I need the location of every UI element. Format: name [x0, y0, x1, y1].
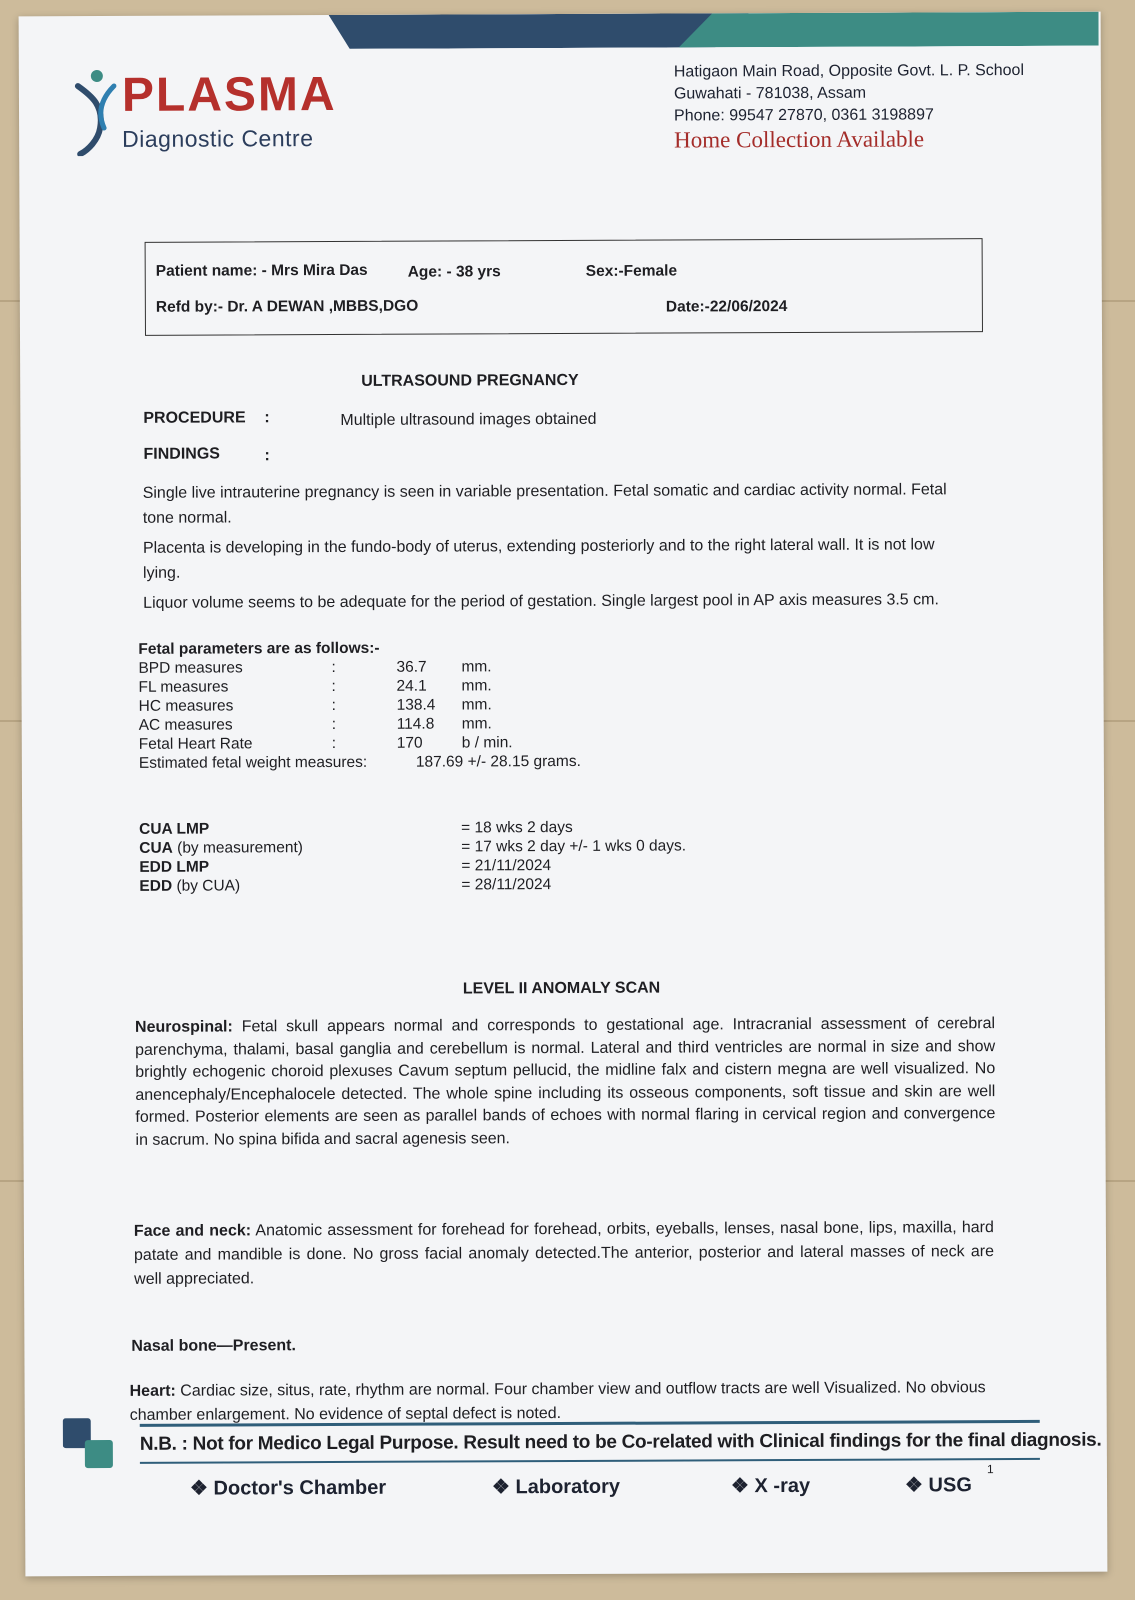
- efw-value: 187.69 +/- 28.15 grams.: [415, 752, 581, 771]
- fetal-parameters: [138, 639, 581, 773]
- address-line: Hatigaon Main Road, Opposite Govt. L. P. School: [673, 61, 1025, 81]
- referred-by: Refd by:- Dr. A DEWAN ,MBBS,DGO: [155, 297, 419, 316]
- fetal-parameters-heading: Fetal parameters are as follows:-: [138, 639, 380, 658]
- page-number: 1: [986, 1462, 994, 1477]
- parameter-value: 138.4: [396, 696, 436, 714]
- parameter-sep: :: [331, 715, 337, 734]
- parameter-unit: mm.: [461, 696, 492, 714]
- corner-squares-icon: [63, 1418, 115, 1470]
- parameter-label: BPD measures: [138, 659, 243, 677]
- parameter-sep: :: [331, 658, 336, 677]
- patient-age: Age: - 38 yrs: [407, 263, 501, 281]
- phone-line: Phone: 99547 27870, 0361 3198897: [674, 106, 934, 125]
- patient-info-box: [145, 238, 983, 336]
- gestation-label: EDD: [139, 877, 173, 895]
- findings-label: FINDINGS: [143, 445, 221, 463]
- parameter-unit: b / min.: [461, 734, 513, 752]
- finding-paragraph: Single live intrauterine pregnancy is seen in variable presentation. Fetal somatic and cardiac activity normal. Fetal tone normal.: [142, 481, 947, 527]
- parameter-value: 170: [396, 734, 423, 752]
- gestation-label: CUA: [139, 839, 173, 857]
- clinic-name: PLASMA: [121, 67, 337, 122]
- gestation-value: = 28/11/2024: [461, 876, 552, 894]
- findings-text: [143, 478, 974, 622]
- gestation-value: = 21/11/2024: [461, 857, 552, 875]
- efw-label: Estimated fetal weight measures:: [138, 753, 368, 772]
- parameter-label: FL measures: [138, 678, 229, 696]
- nasal-bone: Nasal bone—Present.: [131, 1337, 296, 1355]
- findings-colon: :: [264, 447, 270, 465]
- home-collection: Home Collection Available: [674, 126, 925, 153]
- patient-sex: Sex:-Female: [585, 262, 678, 280]
- clinic-subtitle: Diagnostic Centre: [122, 125, 314, 152]
- finding-paragraph: Placenta is developing in the fundo-body of uterus, extending posteriorly and to the right lateral wall. It is not low lying.: [142, 536, 935, 582]
- service-xray: ❖ X -ray: [730, 1474, 811, 1498]
- anomaly-title: LEVEL II ANOMALY SCAN: [462, 979, 661, 998]
- procedure-label: PROCEDURE: [143, 409, 246, 427]
- parameter-label: HC measures: [138, 697, 234, 715]
- neurospinal-label: Neurospinal:: [134, 1018, 233, 1036]
- parameter-sep: :: [331, 734, 337, 753]
- service-doctors-chamber: ❖ Doctor's Chamber: [189, 1476, 387, 1500]
- procedure-value: Multiple ultrasound images obtained: [340, 410, 597, 429]
- report-title: ULTRASOUND PREGNANCY: [361, 371, 579, 390]
- disclaimer: N.B. : Not for Medico Legal Purpose. Result need to be Co-related with Clinical findings for the final diagnosis.: [139, 1429, 1102, 1455]
- face-neck-label: Face and neck:: [133, 1222, 252, 1240]
- parameter-unit: mm.: [461, 658, 492, 676]
- clinic-logo: [74, 65, 374, 156]
- parameter-row: [138, 715, 492, 735]
- parameter-row: [138, 658, 492, 678]
- patient-name: Patient name: - Mrs Mira Das: [155, 261, 368, 280]
- gestation-value: = 17 wks 2 day +/- 1 wks 0 days.: [461, 837, 687, 856]
- parameter-row: [138, 734, 513, 754]
- face-neck-text: Anatomic assessment for forehead for forehead, orbits, eyeballs, lenses, nasal bone, lips, maxilla, hard patate and mandible is done. No gross facial anomaly detected.The anterior, posterior and lateral masses of neck are well appreciated.: [133, 1219, 995, 1288]
- service-laboratory: ❖ Laboratory: [491, 1475, 621, 1499]
- clinic-address: [674, 60, 1025, 152]
- procedure-colon: :: [264, 409, 270, 427]
- parameter-unit: mm.: [461, 715, 492, 733]
- parameter-value: 24.1: [396, 677, 427, 695]
- gestation-label: CUA LMP: [139, 820, 210, 838]
- parameter-label: AC measures: [138, 716, 233, 734]
- gestation-label: EDD LMP: [139, 858, 210, 876]
- finding-paragraph: Liquor volume seems to be adequate for the period of gestation. Single largest pool in AP axis measures 3.5 cm.: [143, 591, 939, 612]
- gestation-label-suffix: (by CUA): [172, 877, 241, 895]
- efw-row: [138, 752, 581, 773]
- parameter-label: Fetal Heart Rate: [138, 735, 253, 753]
- figure-logo-icon: [74, 66, 120, 156]
- report-date: Date:-22/06/2024: [665, 298, 788, 316]
- parameter-unit: mm.: [461, 677, 492, 695]
- header-band-teal: [679, 12, 1099, 48]
- parameter-value: 36.7: [396, 658, 427, 676]
- parameter-sep: :: [331, 677, 336, 696]
- report-sheet: [19, 12, 1108, 1577]
- heart-label: Heart:: [129, 1382, 176, 1400]
- face-neck-section: [134, 1216, 994, 1292]
- heart-text: Cardiac size, situs, rate, rhythm are normal. Four chamber view and outflow tracts are well Visualized. No obvious chamber enlargement. No evidence of septal defect is noted.: [129, 1379, 986, 1424]
- parameter-row: [138, 696, 492, 716]
- gestation-label-suffix: (by measurement): [172, 839, 303, 857]
- parameter-value: 114.8: [396, 715, 435, 733]
- parameter-sep: :: [331, 696, 336, 715]
- service-usg: ❖ USG: [904, 1474, 972, 1497]
- gestation-value: = 18 wks 2 days: [461, 818, 573, 837]
- neurospinal-section: [135, 1013, 996, 1152]
- neurospinal-text: Fetal skull appears normal and corresponds to gestational age. Intracranial assessment of cerebral parenchyma, thalami, basal ganglia and cerebellum is normal. Lateral and third ventricles are normal in size and show brightly echogenic choroid plexuses Cavum septum pellucid, the midline falx and cistern megna are well visualized. No anencephaly/Encephalocele detected. The whole spine including its osseous components, soft tissue and skin are well formed. Posterior elements are seen as parallel bands of echoes with normal flaring in cervical region and convergence in sacrum. No spina bifida and sacral agenesis seen.: [135, 1015, 996, 1149]
- parameter-row: [138, 677, 492, 697]
- footer-rule-bottom: [140, 1458, 1040, 1464]
- address-line: Guwahati - 781038, Assam: [673, 84, 867, 103]
